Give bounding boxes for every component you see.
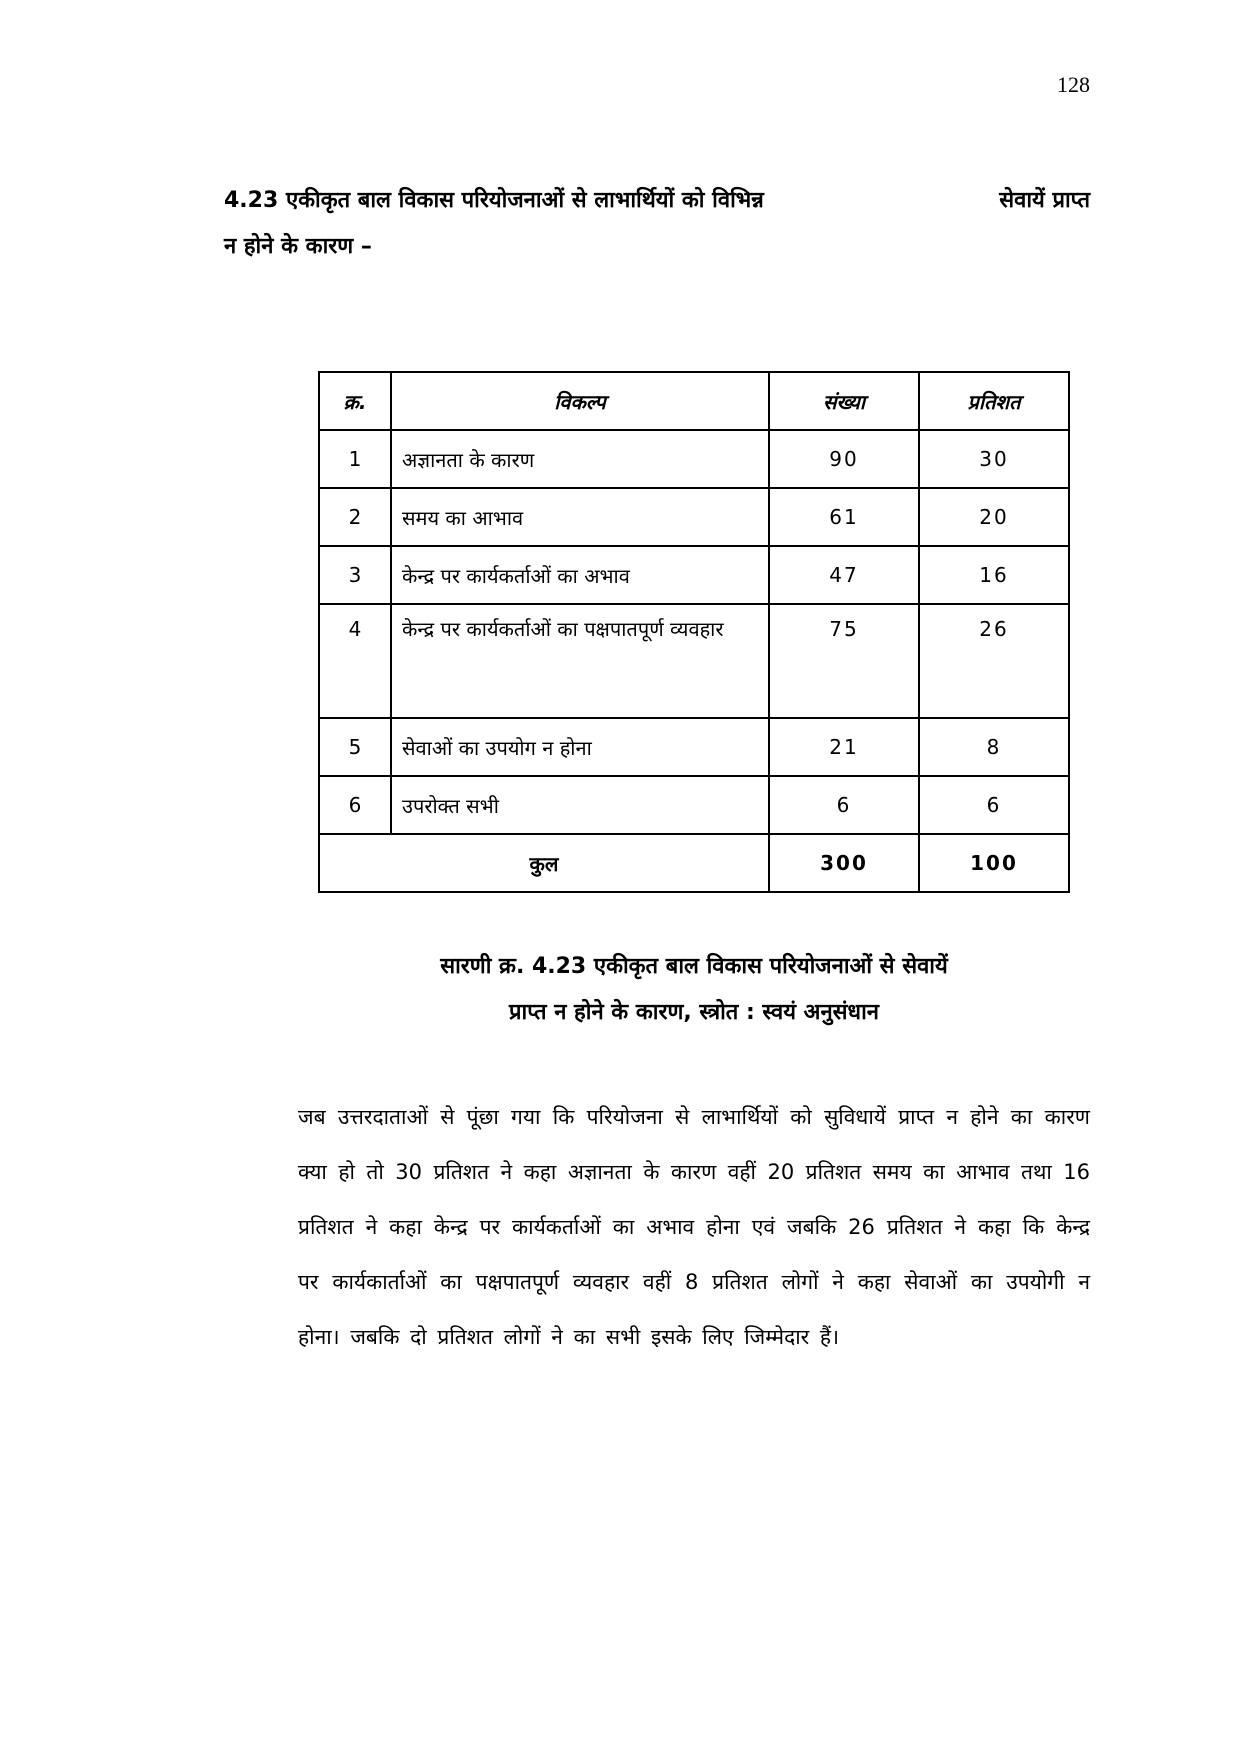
row-serial: 3 (319, 546, 391, 604)
row-serial: 2 (319, 488, 391, 546)
table-row (319, 488, 1069, 546)
row-option: सेवाओं का उपयोग न होना (391, 718, 769, 776)
table-row (319, 718, 1069, 776)
table-row (319, 546, 1069, 604)
section-heading (224, 178, 1090, 270)
row-count: 90 (769, 430, 919, 488)
section-heading-line2: न होने के कारण – (224, 234, 372, 259)
table-caption-line2: प्राप्त न होने के कारण, स्त्रोत : स्वयं अनुसंधान (509, 1000, 879, 1025)
reasons-table (318, 371, 1070, 893)
section-heading-line1 (224, 178, 1090, 224)
row-count: 75 (769, 604, 919, 718)
total-label: कुल (319, 834, 769, 892)
row-serial: 5 (319, 718, 391, 776)
row-option: समय का आभाव (391, 488, 769, 546)
row-percent: 30 (919, 430, 1069, 488)
row-option: केन्द्र पर कार्यकर्ताओं का अभाव (391, 546, 769, 604)
section-heading-line1-left: 4.23 एकीकृत बाल विकास परियोजनाओं से लाभार्थियों को विभिन्न (224, 188, 764, 213)
row-percent: 6 (919, 776, 1069, 834)
header-serial: क्र. (319, 372, 391, 430)
table-header-row (319, 372, 1069, 430)
row-serial: 6 (319, 776, 391, 834)
body-paragraph: जब उत्तरदाताओं से पूंछा गया कि परियोजना से लाभार्थियों को सुविधायें प्राप्त न होने का कारण क्या हो तो 30 प्रतिशत ने कहा अज्ञानता के कारण वहीं 20 प्रतिशत समय का आभाव तथा 16 प्रतिशत ने कहा केन्द्र पर कार्यकर्ताओं का अभाव होना एवं जबकि 26 प्रतिशत ने कहा कि केन्द्र पर कार्यकार्ताओं का पक्षपातपूर्ण व्यवहार वहीं 8 प्रतिशत लोगों ने कहा सेवाओं का उपयोगी न होना। जबकि दो प्रतिशत लोगों ने का सभी इसके लिए जिम्मेदार हैं। (298, 1105, 1090, 1349)
total-count: 300 (769, 834, 919, 892)
table-row (319, 430, 1069, 488)
header-option: विकल्प (391, 372, 769, 430)
header-percent: प्रतिशत (919, 372, 1069, 430)
row-option: उपरोक्त सभी (391, 776, 769, 834)
page-number: 128 (1057, 72, 1090, 97)
table-caption (318, 944, 1070, 1036)
section-heading-line1-right: सेवायें प्राप्त (999, 188, 1090, 213)
row-serial: 1 (319, 430, 391, 488)
row-count: 47 (769, 546, 919, 604)
row-serial: 4 (319, 604, 391, 718)
row-option: केन्द्र पर कार्यकर्ताओं का पक्षपातपूर्ण व्यवहार (391, 604, 769, 718)
row-percent: 16 (919, 546, 1069, 604)
row-option: अज्ञानता के कारण (391, 430, 769, 488)
table-row (319, 604, 1069, 718)
row-count: 61 (769, 488, 919, 546)
table-total-row (319, 834, 1069, 892)
total-percent: 100 (919, 834, 1069, 892)
table-caption-line1: सारणी क्र. 4.23 एकीकृत बाल विकास परियोजनाओं से सेवायें (440, 954, 948, 979)
header-count: संख्या (769, 372, 919, 430)
row-count: 6 (769, 776, 919, 834)
row-count: 21 (769, 718, 919, 776)
row-percent: 8 (919, 718, 1069, 776)
table-row (319, 776, 1069, 834)
row-percent: 20 (919, 488, 1069, 546)
row-percent: 26 (919, 604, 1069, 718)
